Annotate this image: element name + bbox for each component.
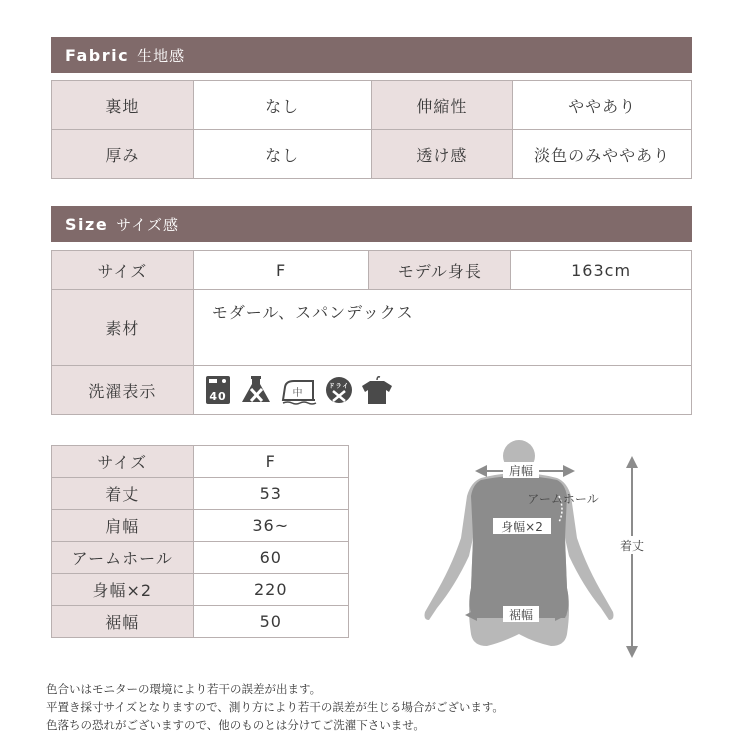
meas-label-size: サイズ (52, 446, 194, 478)
meas-value-length: 53 (193, 478, 349, 510)
note-measurement: 平置き採寸サイズとなりますので、測り方により若干の誤差が生じる場合がございます。 (46, 700, 504, 714)
hang-dry-icon (360, 375, 394, 405)
shoulder-label: 肩幅 (508, 464, 534, 478)
meas-value-hem: 50 (193, 606, 349, 638)
fabric-section-header (51, 37, 692, 73)
measurement-diagram (415, 438, 655, 658)
meas-label-chest: 身幅×2 (52, 574, 194, 606)
note-color: 色合いはモニターの環境により若干の誤差が出ます。 (46, 682, 322, 696)
chest-label: 身幅×2 (501, 520, 543, 534)
table-row (52, 606, 349, 638)
size-title-jp: サイズ感 (116, 215, 179, 234)
no-dry-clean-icon (324, 375, 354, 405)
table-row (52, 478, 349, 510)
meas-label-length: 着丈 (52, 478, 194, 510)
fabric-title-en: Fabric (65, 45, 130, 65)
wash-temp-text: 40 (209, 390, 227, 403)
size-section-header (51, 206, 692, 242)
iron-mark-text: 中 (292, 388, 304, 399)
wash-40-icon (204, 375, 232, 405)
table-row (52, 130, 692, 179)
table-row (52, 510, 349, 542)
table-row (52, 290, 692, 366)
fabric-value-sheerness: 淡色のみややあり (513, 130, 692, 179)
size-label: サイズ (52, 251, 194, 290)
table-row (52, 251, 692, 290)
size-value: F (193, 251, 369, 290)
meas-value-size: F (193, 446, 349, 478)
fabric-table (51, 80, 692, 179)
fabric-label-thickness: 厚み (52, 130, 194, 179)
table-row (52, 81, 692, 130)
meas-value-shoulder: 36~ (193, 510, 349, 542)
table-row (52, 542, 349, 574)
no-bleach-icon (238, 375, 274, 405)
dry-mark-text: ドライ (328, 383, 350, 390)
care-label: 洗濯表示 (52, 366, 194, 415)
length-label: 着丈 (619, 539, 645, 553)
size-table (51, 250, 692, 415)
size-title-en: Size (65, 214, 109, 234)
fabric-value-stretch: ややあり (513, 81, 692, 130)
notes (46, 680, 504, 734)
care-icons (204, 375, 691, 405)
fabric-value-thickness: なし (193, 130, 371, 179)
material-value: モダール、スパンデックス (193, 290, 691, 366)
hem-label: 裾幅 (508, 608, 534, 622)
note-washing: 色落ちの恐れがございますので、他のものとは分けてご洗濯下さいませ。 (46, 718, 425, 732)
fabric-value-lining: なし (193, 81, 371, 130)
fabric-label-lining: 裏地 (52, 81, 194, 130)
model-height-value: 163cm (511, 251, 692, 290)
table-row (52, 574, 349, 606)
table-row (52, 366, 692, 415)
iron-medium-icon (280, 375, 318, 405)
meas-value-chest: 220 (193, 574, 349, 606)
meas-label-armhole: アームホール (52, 542, 194, 574)
fabric-title-jp: 生地感 (137, 46, 186, 65)
table-row (52, 446, 349, 478)
fabric-label-sheerness: 透け感 (371, 130, 513, 179)
armhole-label: アームホール (527, 492, 599, 506)
care-symbols-cell (193, 366, 691, 415)
fabric-label-stretch: 伸縮性 (371, 81, 513, 130)
model-height-label: モデル身長 (369, 251, 511, 290)
meas-label-hem: 裾幅 (52, 606, 194, 638)
measurement-table (51, 445, 349, 638)
meas-value-armhole: 60 (193, 542, 349, 574)
material-label: 素材 (52, 290, 194, 366)
meas-label-shoulder: 肩幅 (52, 510, 194, 542)
